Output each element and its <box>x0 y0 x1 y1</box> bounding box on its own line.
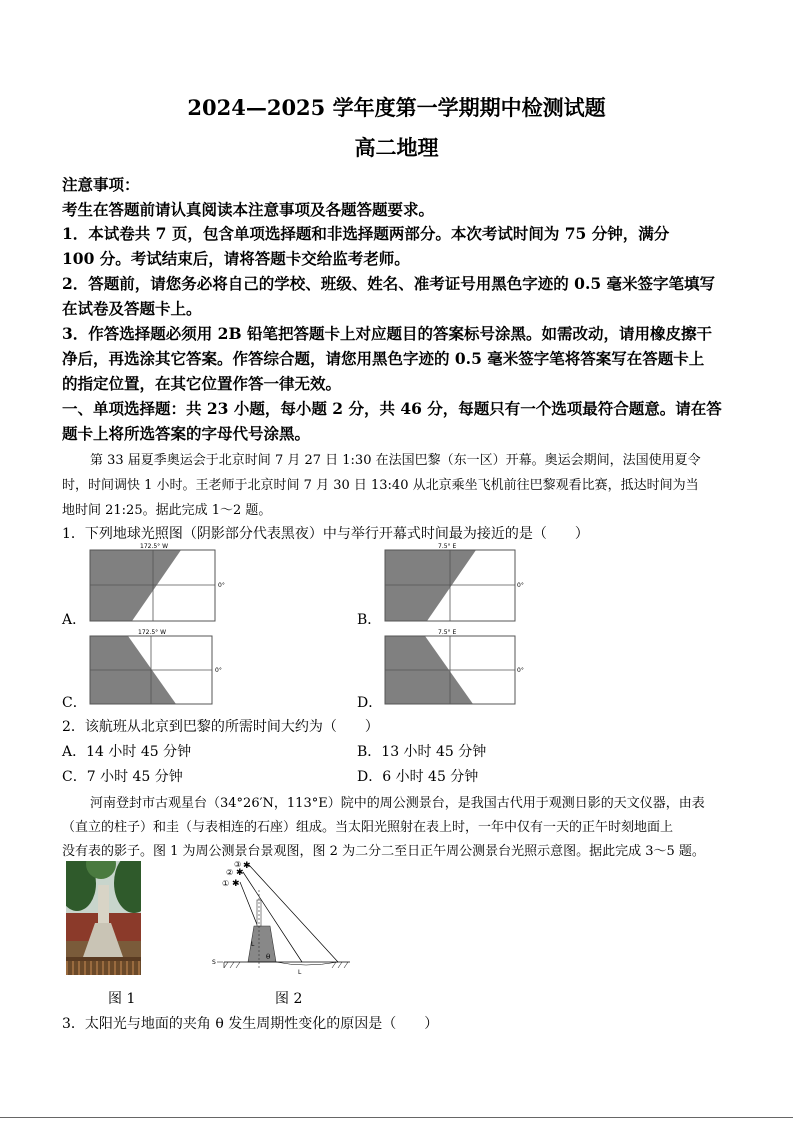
notice-line: 3．作答选择题必须用 2B 铅笔把答题卡上对应题目的答案标号涂黑。如需改动，请用橡皮擦干 <box>62 324 712 343</box>
option-a-diagram <box>88 542 230 622</box>
q2-option-c[interactable]: C．7 小时 45 分钟 <box>62 769 183 785</box>
sun-angle-diagram <box>210 860 355 975</box>
sun-2-label: ② <box>226 868 234 877</box>
passage-line: 河南登封市古观星台（34°26′N，113°E）院中的周公测景台，是我国古代用于观测日影的天文仪器，由表 <box>90 796 705 811</box>
sun-1-label: ① <box>222 879 230 888</box>
notice-heading: 注意事项： <box>62 175 140 194</box>
equator-label: 0° <box>517 582 524 589</box>
option-c-label[interactable]: C． <box>62 695 87 711</box>
passage-line: 时，时间调快 1 小时。王老师于北京时间 7 月 30 日 13:40 从北京乘坐飞机前往巴黎观看比赛，抵达时间为当 <box>62 478 699 493</box>
notice-line: 净后，再选涂其它答案。作答综合题，请您用黑色字迹的 0.5 毫米签字笔将答案写在答题卡上 <box>62 349 705 368</box>
passage-line: 地时间 21:25。据此完成 1～2 题。 <box>62 503 272 518</box>
passage-line: （直立的柱子）和圭（与表相连的石座）组成。当太阳光照射在表上时，一年中仅有一天的正午时刻地面上 <box>62 820 674 835</box>
passage-line: 没有表的影子。图 1 为周公测景台景观图，图 2 为二分二至日正午周公测景台光照示意图。据此完成 3～5 题。 <box>62 844 705 859</box>
figure-1-caption: 图 1 <box>108 991 136 1007</box>
q2-option-d[interactable]: D．6 小时 45 分钟 <box>357 769 479 785</box>
question-3-stem: 3．太阳光与地面的夹角 θ 发生周期性变化的原因是（ ） <box>62 1016 439 1032</box>
question-2-stem: 2．该航班从北京到巴黎的所需时间大约为（ ） <box>62 719 379 735</box>
question-1-stem: 1．下列地球光照图（阴影部分代表黑夜）中与举行开幕式时间最为接近的是（ ） <box>62 526 589 542</box>
sun-icon: ✱ <box>236 868 244 878</box>
passage-line: 第 33 届夏季奥运会于北京时间 7 月 27 日 1:30 在法国巴黎（东一区）开幕。奥运会期间，法国使用夏令 <box>90 453 701 468</box>
option-a-label[interactable]: A． <box>62 612 87 628</box>
svg-text:L: L <box>251 941 255 948</box>
notice-line: 100 分。考试结束后，请将答题卡交给监考老师。 <box>62 249 410 268</box>
subject-title: 高二地理 <box>354 135 439 160</box>
notice-line: 在试卷及答题卡上。 <box>62 299 202 318</box>
length-label: L <box>298 969 302 975</box>
south-label: S <box>212 959 216 966</box>
sun-3-label: ③ <box>234 860 242 869</box>
section-heading: 一、单项选择题：共 23 小题，每小题 2 分，共 46 分，每题只有一个选项最符合题意。请在答 <box>62 399 722 418</box>
notice-line: 2．答题前，请您务必将自己的学校、班级、姓名、准考证号用黑色字迹的 0.5 毫米签字笔填写 <box>62 274 716 293</box>
observatory-photo <box>66 861 141 975</box>
option-d-diagram <box>383 628 525 706</box>
option-d-label[interactable]: D． <box>357 695 383 711</box>
section-heading: 题卡上将所选答案的字母代号涂黑。 <box>62 424 311 443</box>
equator-label: 0° <box>517 667 524 674</box>
meridian-label: 7.5° E <box>438 543 457 550</box>
sun-icon: ✱ <box>243 861 251 871</box>
figure-2-caption: 图 2 <box>275 991 303 1007</box>
q2-option-a[interactable]: A．14 小时 45 分钟 <box>62 744 192 760</box>
option-b-label[interactable]: B． <box>357 612 382 628</box>
notice-line: 的指定位置，在其它位置作答一律无效。 <box>62 374 342 393</box>
angle-label: θ <box>266 953 271 961</box>
equator-label: 0° <box>218 582 225 589</box>
meridian-label: 172.5° W <box>138 629 167 636</box>
notice-line: 考生在答题前请认真阅读本注意事项及各题答题要求。 <box>62 200 435 219</box>
option-b-diagram <box>383 542 525 622</box>
equator-label: 0° <box>215 667 222 674</box>
meridian-label: 7.5° E <box>438 629 457 636</box>
sun-icon: ✱ <box>232 879 240 889</box>
option-c-diagram <box>88 628 230 706</box>
q2-option-b[interactable]: B．13 小时 45 分钟 <box>357 744 487 760</box>
exam-title: 2024—2025 学年度第一学期期中检测试题 <box>187 95 606 120</box>
page-bottom-rule <box>0 1117 793 1118</box>
notice-line: 1．本试卷共 7 页，包含单项选择题和非选择题两部分。本次考试时间为 75 分钟，满分 <box>62 224 670 243</box>
meridian-label: 172.5° W <box>140 543 169 550</box>
